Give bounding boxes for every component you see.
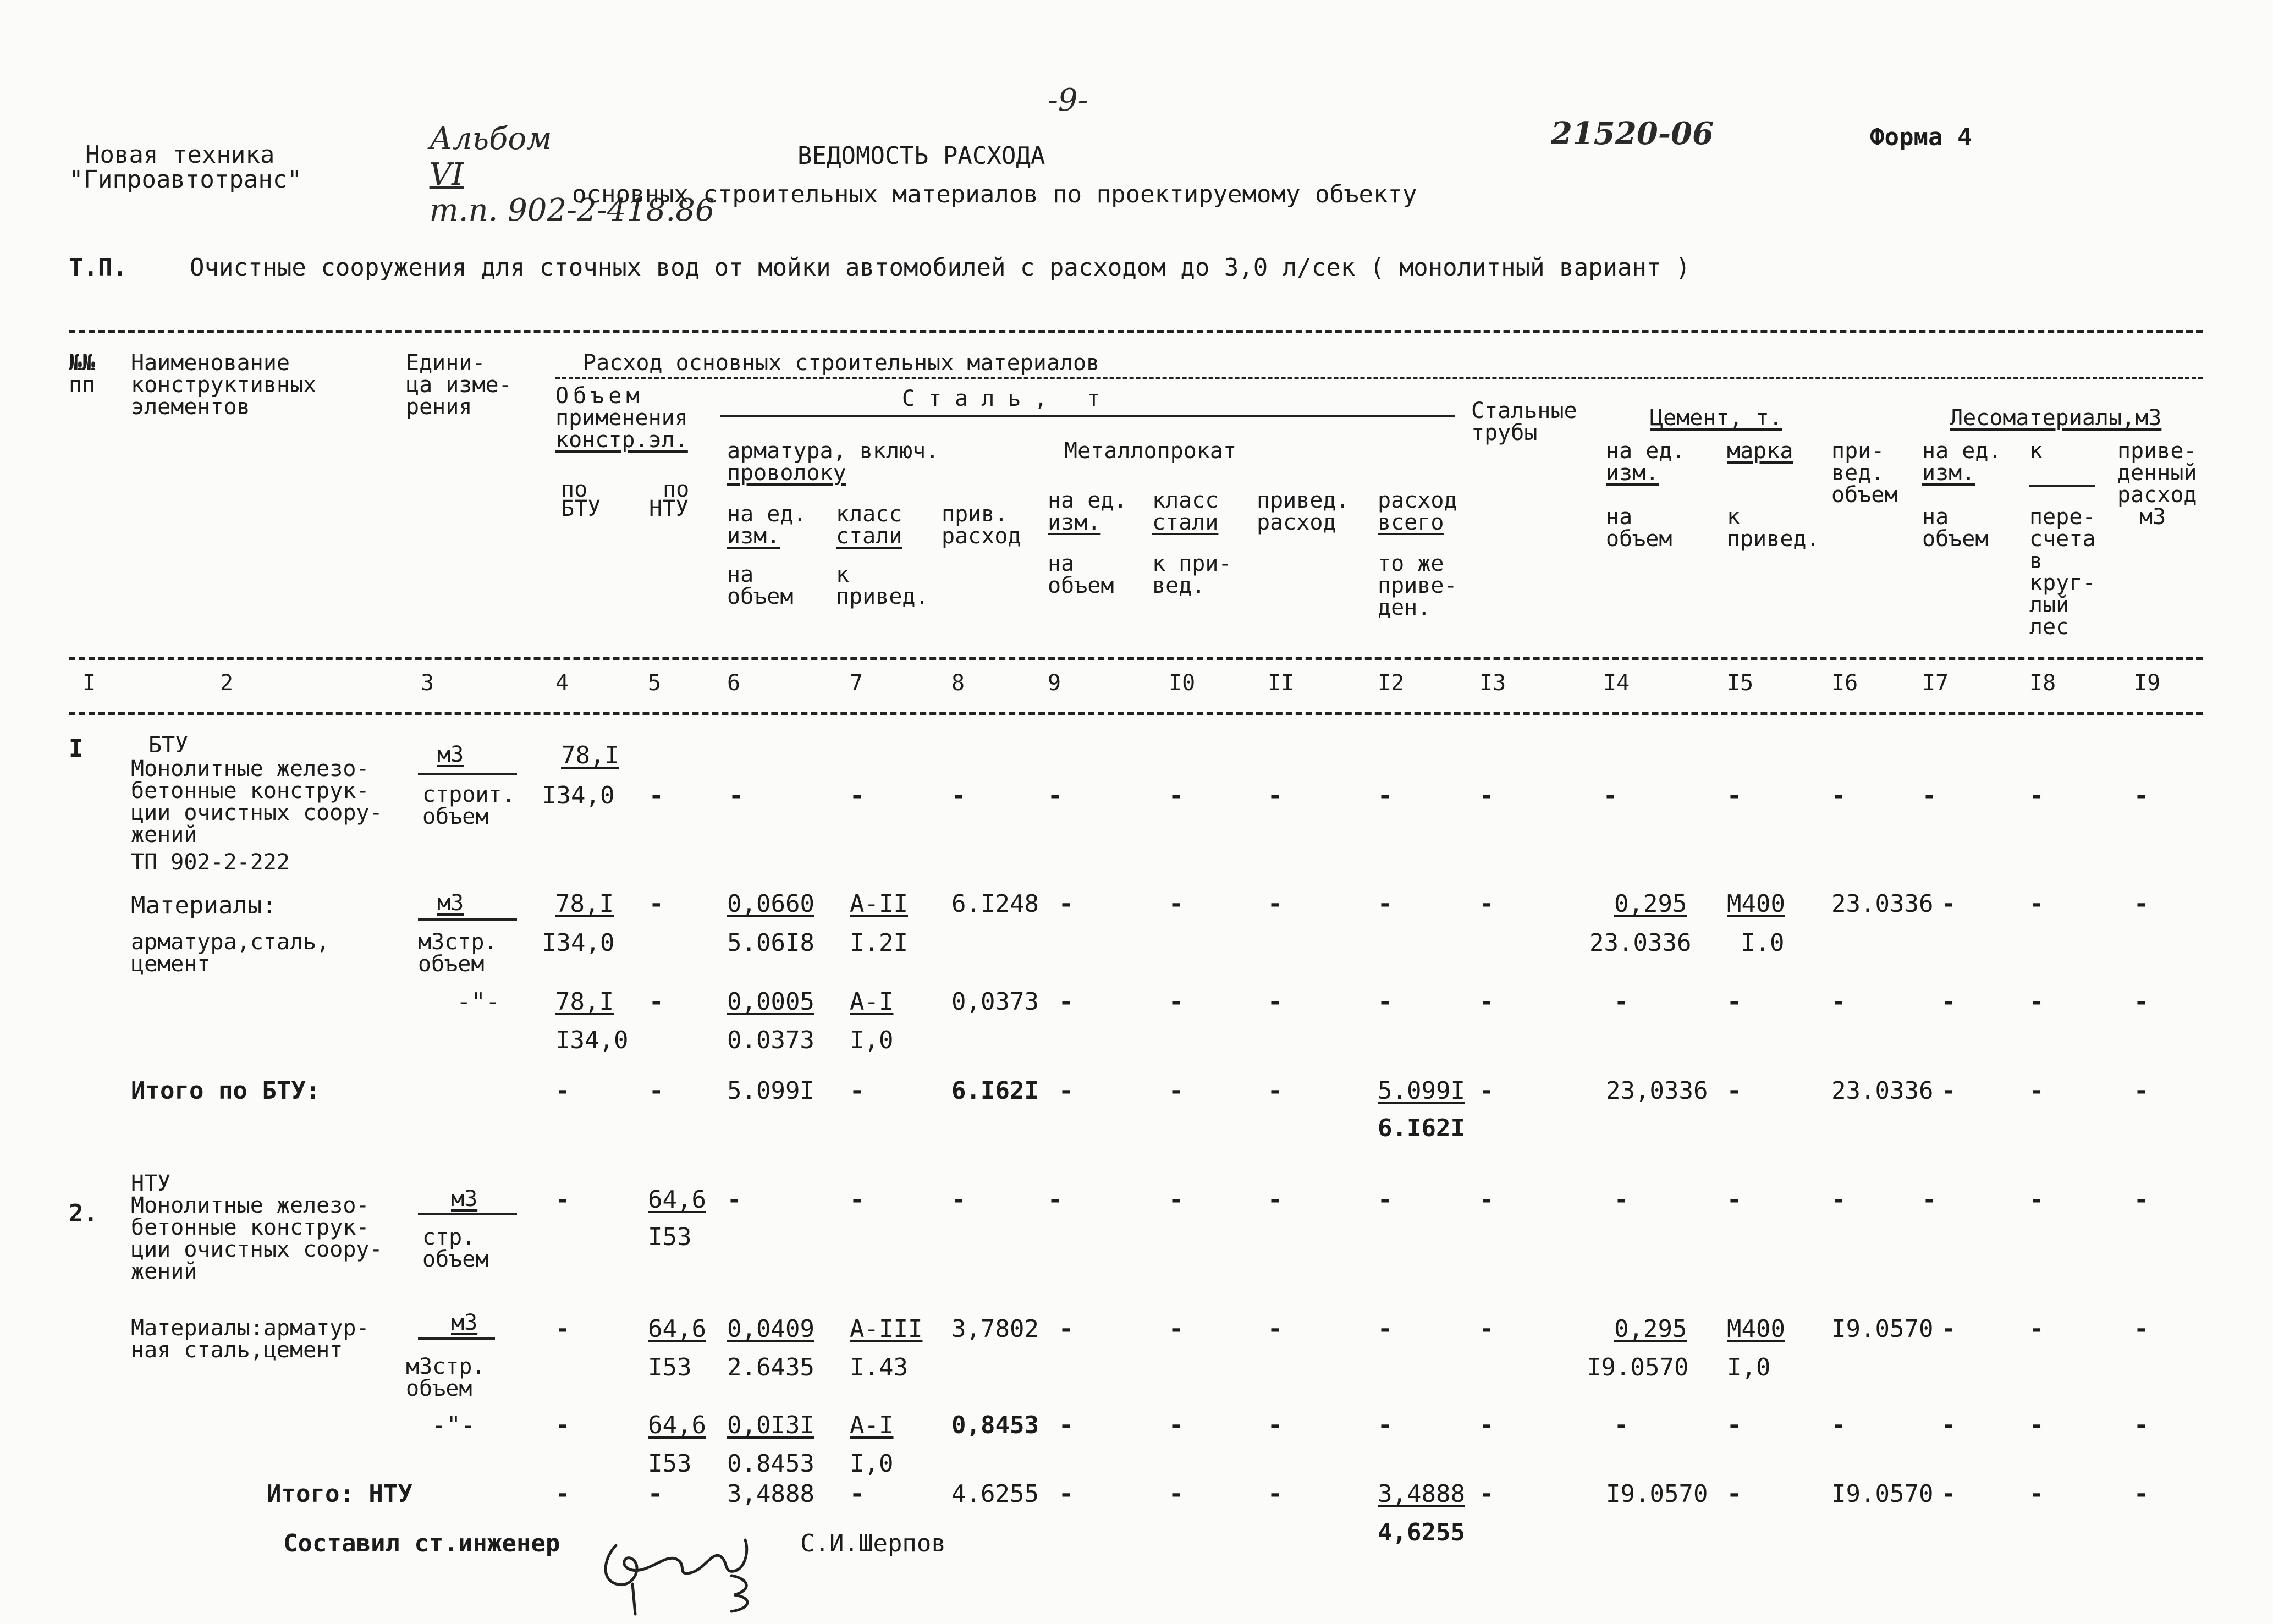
col-metalloprokat: Металлопрокат <box>1064 438 1237 464</box>
dash-cell: - <box>2134 781 2149 810</box>
m2r2-unit: -"- <box>432 1411 476 1439</box>
m1r1-unit-bottom: объем <box>418 951 485 977</box>
col-l-prived-2: денный <box>2117 460 2197 486</box>
section1-name: ТП 902-2-222 <box>131 850 290 875</box>
dash-cell: - <box>2134 1077 2149 1105</box>
col-klass-2: стали <box>836 524 902 549</box>
dash-cell: - <box>1614 1186 1629 1214</box>
dash-cell: - <box>2134 988 2149 1016</box>
section2-name: бетонные конструк- <box>131 1215 370 1240</box>
dash-cell: - <box>1268 988 1283 1016</box>
col-l-per-2: счета <box>2029 526 2096 552</box>
dash-cell: - <box>1479 1077 1494 1105</box>
dash-cell: - <box>1378 1315 1393 1343</box>
m1r1-volume-top: 78,I <box>555 890 614 918</box>
col-c-prived-obem-3: объем <box>1831 482 1898 508</box>
materials2-label: ная сталь,цемент <box>131 1337 343 1363</box>
dash-cell: - <box>1479 1186 1494 1214</box>
dash-cell: - <box>1614 988 1629 1016</box>
col-unit-2: ца изме- <box>406 372 512 398</box>
dash-cell: - <box>1268 1077 1283 1105</box>
col-mp-na-ed-2: изм. <box>1048 510 1101 535</box>
dash-cell: - <box>1479 1411 1494 1439</box>
dash-cell: - <box>1479 1315 1494 1343</box>
dash-cell: - <box>2029 781 2044 810</box>
dash-cell: - <box>1059 1411 1074 1439</box>
dash-cell: - <box>1378 1411 1393 1439</box>
materials1-label: цемент <box>131 951 211 977</box>
dash-cell: - <box>1048 781 1063 810</box>
dash-cell: - <box>1268 781 1283 810</box>
total1-priv: 6.I62I <box>951 1077 1039 1105</box>
dash-cell: - <box>850 1186 865 1214</box>
section2-number: 2. <box>69 1199 98 1227</box>
materials1-label: Материалы: <box>131 891 277 920</box>
dash-cell: - <box>2134 1315 2149 1343</box>
col-number: I6 <box>1831 670 1858 696</box>
dash-cell: - <box>2029 1480 2044 1508</box>
form-number: Форма 4 <box>1870 123 1972 151</box>
album-note: Альбом VI т.п. 902-2-418.86 <box>429 121 715 228</box>
dash-cell: - <box>1268 1480 1283 1508</box>
section1-volume-top: 78,I <box>561 741 619 769</box>
numbers-bottom-rule <box>69 712 2203 715</box>
group-title: Расход основных строительных материалов <box>583 350 1100 376</box>
dash-cell: - <box>649 1077 664 1105</box>
dash-cell: - <box>1169 1480 1184 1508</box>
section2-unit-bottom: объем <box>422 1247 489 1272</box>
organization-line2: "Гипроавтотранс" <box>69 166 302 194</box>
dash-cell: - <box>1169 988 1184 1016</box>
col-c-prived-obem-1: при- <box>1831 438 1885 464</box>
m2r1-cement-priv: I9.0570 <box>1831 1315 1934 1343</box>
section1-name: Монолитные железо- <box>131 756 370 781</box>
col-number: 3 <box>421 670 434 696</box>
dash-cell: - <box>1268 1186 1283 1214</box>
col-number: I8 <box>2029 670 2056 696</box>
dash-cell: - <box>1059 1077 1074 1105</box>
dash-cell: - <box>1479 890 1494 918</box>
col-name-2: конструктивных <box>131 372 317 398</box>
m2r1-volume-top: 64,6 <box>648 1315 706 1343</box>
col-l-na-obem-1: на <box>1922 504 1949 530</box>
col-l-na-ed-2: изм. <box>1922 460 1975 486</box>
m2r1-unit-bottom: м3стр. <box>406 1354 486 1379</box>
m1r1-klass-bottom: I.2I <box>850 929 908 957</box>
dash-cell: - <box>1941 1077 1956 1105</box>
col-l-prived-1: приве- <box>2117 438 2197 464</box>
col-l-prived-4: м3 <box>2139 504 2166 530</box>
col-po-btu-2: БТУ <box>561 496 601 521</box>
dash-cell: - <box>1727 1480 1742 1508</box>
m2r1-unit-top: м3 <box>451 1310 478 1335</box>
dash-cell: - <box>1268 1315 1283 1343</box>
col-k-prived-1: к <box>836 562 850 587</box>
dash-cell: - <box>1378 1186 1393 1214</box>
dash-cell: - <box>2134 1480 2149 1508</box>
section2-volume-bottom: I53 <box>648 1223 692 1251</box>
col-po-ntu-1: по <box>663 477 690 502</box>
dash-cell: - <box>1922 781 1937 810</box>
col-mp-prived-2: расход <box>1257 510 1336 535</box>
col-number: I0 <box>1169 670 1196 696</box>
col-number: 6 <box>727 670 741 696</box>
col-mp-prived-1: привед. <box>1257 488 1350 513</box>
m1r1-marka-top: М400 <box>1727 890 1785 918</box>
m1r1-cement-top: 0,295 <box>1614 890 1687 918</box>
col-po-btu-1: по <box>561 477 588 502</box>
dash-cell: - <box>2134 1411 2149 1439</box>
dash-cell: - <box>1727 1411 1742 1439</box>
section2-unit-bottom: стр. <box>422 1225 476 1250</box>
dash-cell: - <box>648 1480 663 1508</box>
section2-name: ции очистных соору- <box>131 1237 383 1262</box>
total2-priv: 4.6255 <box>951 1480 1039 1508</box>
col-l-per-6: лес <box>2029 614 2070 640</box>
dash-cell: - <box>555 1411 570 1439</box>
dash-cell: - <box>1169 1077 1184 1105</box>
col-na-obem-1: на <box>727 562 754 587</box>
col-unit-3: рения <box>406 394 472 420</box>
total2-cement-priv: I9.0570 <box>1831 1480 1934 1508</box>
dash-cell: - <box>1922 1186 1937 1214</box>
total1-vsego-bottom: 6.I62I <box>1378 1114 1465 1142</box>
col-pipes-2: трубы <box>1471 420 1538 445</box>
dash-cell: - <box>1614 1411 1629 1439</box>
total2-cement: I9.0570 <box>1606 1480 1708 1508</box>
total2-armatura: 3,4888 <box>727 1480 814 1508</box>
signature <box>594 1507 770 1617</box>
dash-cell: - <box>1048 1186 1063 1214</box>
organization-line1: Новая техника <box>85 141 275 169</box>
m2r1-unit-bottom: объем <box>406 1376 472 1401</box>
dash-cell: - <box>555 1315 570 1343</box>
total1-label: Итого по БТУ: <box>131 1077 321 1105</box>
dash-cell: - <box>1727 1186 1742 1214</box>
m2r1-priv: 3,7802 <box>951 1315 1039 1343</box>
group-rule <box>555 377 2203 379</box>
dash-cell: - <box>1169 1315 1184 1343</box>
section1-volume-bottom: I34,0 <box>542 781 615 810</box>
col-na-ed-1: на ед. <box>727 502 807 527</box>
m1r2-unit: -"- <box>456 988 500 1016</box>
dash-cell: - <box>1059 988 1074 1016</box>
total1-cement: 23,0336 <box>1606 1077 1708 1105</box>
dash-cell: - <box>1169 1411 1184 1439</box>
m1r2-armatura-top: 0,0005 <box>727 988 814 1016</box>
col-steel: Сталь, т <box>902 386 1114 411</box>
col-c-na-obem-1: на <box>1606 504 1633 530</box>
col-na-obem-2: объем <box>727 584 794 609</box>
m2r2-armatura-bottom: 0.8453 <box>727 1450 814 1478</box>
page-title: ВЕДОМОСТЬ РАСХОДА <box>797 142 1045 170</box>
total1-cement-priv: 23.0336 <box>1831 1077 1934 1105</box>
col-les: Лесоматериалы,м3 <box>1950 405 2162 431</box>
col-number: I5 <box>1727 670 1754 696</box>
unit-rule <box>418 1213 517 1215</box>
col-armatura-2: проволоку <box>727 460 846 486</box>
dash-cell: - <box>1941 988 1956 1016</box>
col-to-zhe-3: ден. <box>1378 595 1431 620</box>
unit-rule <box>418 773 517 775</box>
col-volume-3: констр.эл. <box>555 427 688 453</box>
col-number: I <box>82 670 96 696</box>
col-number: 8 <box>951 670 965 696</box>
dash-cell: - <box>850 1480 865 1508</box>
col-name-3: элементов <box>131 394 250 420</box>
m2r1-cement-bottom: I9.0570 <box>1587 1353 1689 1381</box>
col-number: 9 <box>1048 670 1061 696</box>
col-c-k-prived-1: к <box>1727 504 1741 530</box>
dash-cell: - <box>1727 1077 1742 1105</box>
m2r2-priv: 0,8453 <box>951 1411 1039 1439</box>
col-l-prived-3: расход <box>2117 482 2197 508</box>
m1r2-volume-bottom: I34,0 <box>555 1026 629 1054</box>
col-c-marka: марка <box>1727 438 1793 464</box>
col-number: I4 <box>1603 670 1630 696</box>
dash-cell: - <box>1941 1315 1956 1343</box>
col-c-prived-obem-2: вед. <box>1831 460 1885 486</box>
dash-cell: - <box>1831 1186 1846 1214</box>
m2r1-klass-bottom: I.43 <box>850 1353 908 1381</box>
dash-cell: - <box>2029 1186 2044 1214</box>
materials1-label: арматура,сталь, <box>131 929 330 955</box>
total2-vsego-top: 3,4888 <box>1378 1480 1465 1508</box>
m1r2-volume-top: 78,I <box>555 988 614 1016</box>
section2-name: Монолитные железо- <box>131 1193 370 1218</box>
tp-label: Т.П. <box>69 254 127 282</box>
m1r2-priv: 0,0373 <box>951 988 1039 1016</box>
dash-cell: - <box>1941 1411 1956 1439</box>
m1r1-cement-priv: 23.0336 <box>1831 890 1934 918</box>
dash-cell: - <box>2029 988 2044 1016</box>
dash-cell: - <box>1059 890 1074 918</box>
section1-name: БТУ <box>148 733 189 758</box>
dash-cell: - <box>1941 1480 1956 1508</box>
col-mp-na-obem-1: на <box>1048 551 1075 576</box>
section1-name: жений <box>131 822 197 847</box>
m2r1-marka-bottom: I,0 <box>1727 1353 1771 1381</box>
unit-rule <box>418 918 517 921</box>
col-l-k: к <box>2029 438 2043 464</box>
col-priv-1: прив. <box>942 502 1008 527</box>
page-subtitle: основных строительных материалов по проектируемому объекту <box>572 180 1417 208</box>
composed-by-label: Составил ст.инженер <box>283 1529 560 1557</box>
m2r2-volume-top: 64,6 <box>648 1411 706 1439</box>
col-klass-1: класс <box>836 502 902 527</box>
m2r1-marka-top: М400 <box>1727 1315 1785 1343</box>
col-vsego-1: расход <box>1378 488 1457 513</box>
col-l-per-1: пере- <box>2029 504 2096 530</box>
col-l-per-5: лый <box>2029 592 2070 618</box>
m2r1-volume-bottom: I53 <box>648 1353 692 1381</box>
page-number: -9- <box>1048 82 1088 118</box>
dash-cell: - <box>1169 1186 1184 1214</box>
section1-name: ции очистных соору- <box>131 800 383 825</box>
dash-cell: - <box>1831 988 1846 1016</box>
col-vsego-2: всего <box>1378 510 1444 535</box>
col-k-prived-2: привед. <box>836 584 929 609</box>
col-number: 5 <box>648 670 662 696</box>
dash-cell: - <box>555 1186 570 1214</box>
dash-cell: - <box>2134 890 2149 918</box>
col-priv-2: расход <box>942 524 1021 549</box>
col-mp-klass-2: стали <box>1152 510 1219 535</box>
col-number: I9 <box>2134 670 2161 696</box>
col-c-na-ed-1: на ед. <box>1606 438 1686 464</box>
col-c-k-prived-2: привед. <box>1727 526 1820 552</box>
m1r1-klass-top: А-II <box>850 890 908 918</box>
m1r1-unit-top: м3 <box>437 890 464 916</box>
col-po-ntu-2: НТУ <box>649 496 689 521</box>
col-volume-1: Объем <box>555 383 644 409</box>
dash-cell: - <box>2029 890 2044 918</box>
col-number: 4 <box>555 670 569 696</box>
m2r2-klass-top: А-I <box>850 1411 894 1439</box>
col-number: 2 <box>220 670 234 696</box>
col-l-per-4: круг- <box>2029 570 2096 596</box>
dash-cell: - <box>1378 988 1393 1016</box>
dash-cell: - <box>729 781 744 810</box>
col-number: I3 <box>1479 670 1506 696</box>
m2r2-volume-bottom: I53 <box>648 1450 692 1478</box>
col-l-k-rule <box>2029 485 2095 487</box>
dash-cell: - <box>1268 1411 1283 1439</box>
header-bottom-rule <box>69 657 2203 660</box>
materials2-label: Материалы:арматур- <box>131 1315 370 1341</box>
dash-cell: - <box>951 1186 966 1214</box>
m1r1-cement-bottom: 23.0336 <box>1589 929 1692 957</box>
dash-cell: - <box>1479 781 1494 810</box>
col-number: I2 <box>1378 670 1405 696</box>
total2-vsego-bottom: 4,6255 <box>1378 1518 1465 1546</box>
dash-cell: - <box>1479 988 1494 1016</box>
col-num-1: №№ <box>69 350 96 376</box>
m2r1-armatura-bottom: 2.6435 <box>727 1353 814 1381</box>
m1r1-armatura-top: 0,0660 <box>727 890 814 918</box>
col-l-na-ed-1: на ед. <box>1922 438 2002 464</box>
dash-cell: - <box>1479 1480 1494 1508</box>
total2-label: Итого: НТУ <box>267 1480 412 1508</box>
col-volume-2: применения <box>555 405 688 431</box>
m1r1-armatura-bottom: 5.06I8 <box>727 929 814 957</box>
dash-cell: - <box>1378 781 1393 810</box>
dash-cell: - <box>2029 1077 2044 1105</box>
dash-cell: - <box>850 1077 865 1105</box>
col-mp-na-obem-2: объем <box>1048 573 1114 598</box>
m1r1-priv: 6.I248 <box>951 890 1039 918</box>
section1-number: I <box>69 735 84 763</box>
dash-cell: - <box>1169 890 1184 918</box>
dash-cell: - <box>555 1480 570 1508</box>
col-armatura-1: арматура, включ. <box>727 438 939 464</box>
col-l-per-3: в <box>2029 548 2043 574</box>
m2r1-armatura-top: 0,0409 <box>727 1315 814 1343</box>
steel-rule <box>720 415 1455 417</box>
dash-cell: - <box>555 1077 570 1105</box>
dash-cell: - <box>2029 1315 2044 1343</box>
col-c-na-obem-2: объем <box>1606 526 1672 552</box>
section1-name: бетонные конструк- <box>131 778 370 803</box>
section2-volume-top: 64,6 <box>648 1186 706 1214</box>
m2r1-klass-top: А-III <box>850 1315 923 1343</box>
signer-name: С.И.Шерпов <box>800 1529 946 1557</box>
dash-cell: - <box>1941 890 1956 918</box>
m2r2-armatura-top: 0,0I3I <box>727 1411 814 1439</box>
m1r1-volume-bottom: I34,0 <box>542 929 615 957</box>
section1-unit-bottom: объем <box>422 804 489 829</box>
dash-cell: - <box>2029 1411 2044 1439</box>
m1r2-armatura-bottom: 0.0373 <box>727 1026 814 1054</box>
section2-unit-top: м3 <box>451 1186 478 1212</box>
dash-cell: - <box>2134 1186 2149 1214</box>
total1-vsego-top: 5.099I <box>1378 1077 1465 1105</box>
m2r1-cement-top: 0,295 <box>1614 1315 1687 1343</box>
dash-cell: - <box>1268 890 1283 918</box>
dash-cell: - <box>727 1186 742 1214</box>
dash-cell: - <box>1727 781 1742 810</box>
document-number: 21520-06 <box>1551 115 1714 152</box>
dash-cell: - <box>1603 781 1618 810</box>
dash-cell: - <box>850 781 865 810</box>
col-na-ed-2: изм. <box>727 524 780 549</box>
col-l-na-obem-2: объем <box>1922 526 1989 552</box>
total1-armatura: 5.099I <box>727 1077 814 1105</box>
unit-rule <box>418 1337 495 1340</box>
col-mp-k-prived-1: к при- <box>1152 551 1232 576</box>
col-num-2: пп <box>69 372 96 398</box>
section2-name: НТУ <box>131 1171 171 1196</box>
col-unit-1: Едини- <box>406 350 486 376</box>
dash-cell: - <box>1169 781 1184 810</box>
col-mp-k-prived-2: вед. <box>1152 573 1206 598</box>
dash-cell: - <box>649 781 664 810</box>
dash-cell: - <box>1831 781 1846 810</box>
dash-cell: - <box>649 890 664 918</box>
col-number: II <box>1268 670 1295 696</box>
dash-cell: - <box>649 988 664 1016</box>
tp-description: Очистные сооружения для сточных вод от мойки автомобилей с расходом до 3,0 л/сек ( монолитный вариант ) <box>190 254 1691 282</box>
col-number: 7 <box>850 670 863 696</box>
m1r1-unit-bottom: м3стр. <box>418 929 498 955</box>
table-top-rule <box>69 330 2203 333</box>
col-name-1: Наименование <box>131 350 290 376</box>
section1-unit-top: м3 <box>437 742 464 767</box>
section2-name: жений <box>131 1259 197 1284</box>
m2r2-klass-bottom: I,0 <box>850 1450 894 1478</box>
col-to-zhe-2: приве- <box>1378 573 1457 598</box>
m1r2-klass-top: А-I <box>850 988 894 1016</box>
col-mp-na-ed-1: на ед. <box>1048 488 1127 513</box>
section1-unit-bottom: строит. <box>422 782 515 807</box>
col-c-na-ed-2: изм. <box>1606 460 1659 486</box>
col-cement: Цемент, т. <box>1650 405 1782 431</box>
m1r1-marka-bottom: I.0 <box>1741 929 1785 957</box>
dash-cell: - <box>951 781 966 810</box>
col-to-zhe-1: то же <box>1378 551 1444 576</box>
m1r2-klass-bottom: I,0 <box>850 1026 894 1054</box>
dash-cell: - <box>1059 1315 1074 1343</box>
col-pipes-1: Стальные <box>1471 398 1577 423</box>
dash-cell: - <box>1831 1411 1846 1439</box>
dash-cell: - <box>1059 1480 1074 1508</box>
col-number: I7 <box>1922 670 1949 696</box>
dash-cell: - <box>1378 890 1393 918</box>
col-mp-klass-1: класс <box>1152 488 1219 513</box>
dash-cell: - <box>1727 988 1742 1016</box>
